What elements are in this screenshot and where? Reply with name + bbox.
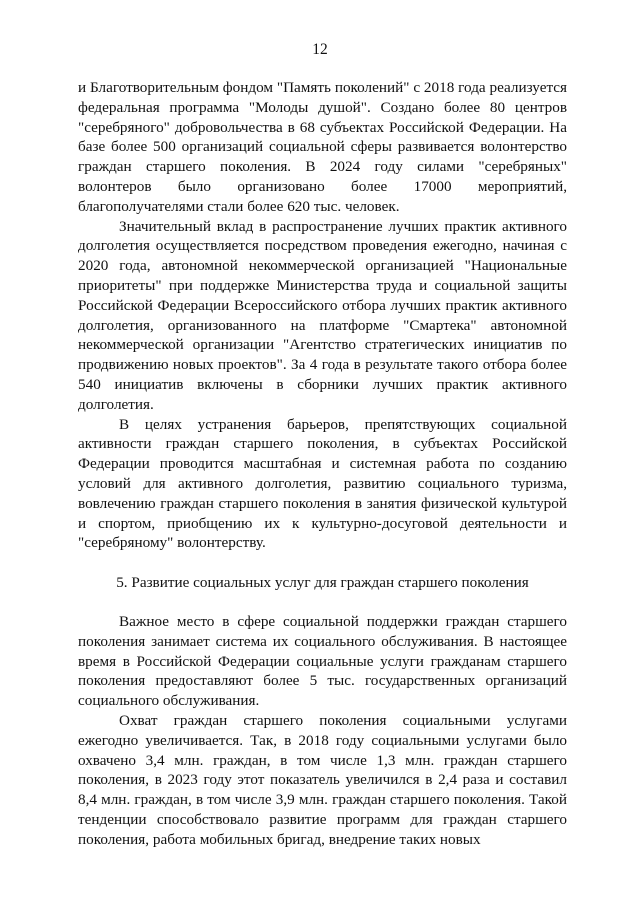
paragraph-best-practices: Значительный вклад в распространение лучших практик активного долголетия осуществляется посредством проведения ежегодно, начиная с 2020 года, автономной некоммерческой организацией "Национальные приоритеты" при поддержке Министерства труда и социальной защиты Российской Федерации Всероссийского отбора лучших практик активного долголетия, организованного на платформе "Смартека" автономной некоммерческой организации "Агентство стратегических инициатив по продвижению новых проектов". За 4 года в результате такого отбора более 540 инициатив включены в сборники лучших практик активного долголетия. bbox=[78, 217, 567, 413]
document-body bbox=[78, 78, 567, 849]
paragraph-coverage: Охват граждан старшего поколения социальными услугами ежегодно увеличивается. Так, в 2018 году социальными услугами было охвачено 3,4 млн. граждан, в том числе 1,3 млн. граждан старшего поколения, в 2023 году этот показатель увеличился в 2,4 раза и составил 8,4 млн. граждан, в том числе 3,9 млн. граждан старшего поколения. Такой тенденции способствовало развитие программ для граждан старшего поколения, работа мобильных бригад, внедрение таких новых bbox=[78, 711, 567, 848]
paragraph-social-services: Важное место в сфере социальной поддержки граждан старшего поколения занимает система их социального обслуживания. В настоящее время в Российской Федерации социальные услуги гражданам старшего поколения предоставляют более 5 тыс. государственных организаций социального обслуживания. bbox=[78, 612, 567, 710]
paragraph-continuation: и Благотворительным фондом "Память поколений" с 2018 года реализуется федеральная программа "Молоды душой". Создано более 80 центров "серебряного" добровольчества в 68 субъектах Российской Федерации. На базе более 500 организаций социальной сферы развивается волонтерство граждан старшего поколения. В 2024 году силами "серебряных" волонтеров было организовано более 17000 мероприятий, благополучателями стали более 620 тыс. человек. bbox=[78, 79, 567, 215]
paragraph-barriers: В целях устранения барьеров, препятствующих социальной активности граждан старшего поколения, в субъектах Российской Федерации проводится масштабная и системная работа по созданию условий для активного долголетия, развитию социального туризма, вовлечению граждан старшего поколения в занятия физической культурой и спортом, приобщению их к культурно-досуговой деятельности и "серебряному" волонтерству. bbox=[78, 415, 567, 552]
section-heading: 5. Развитие социальных услуг для граждан старшего поколения bbox=[116, 574, 529, 592]
page-number: 12 bbox=[312, 41, 328, 58]
